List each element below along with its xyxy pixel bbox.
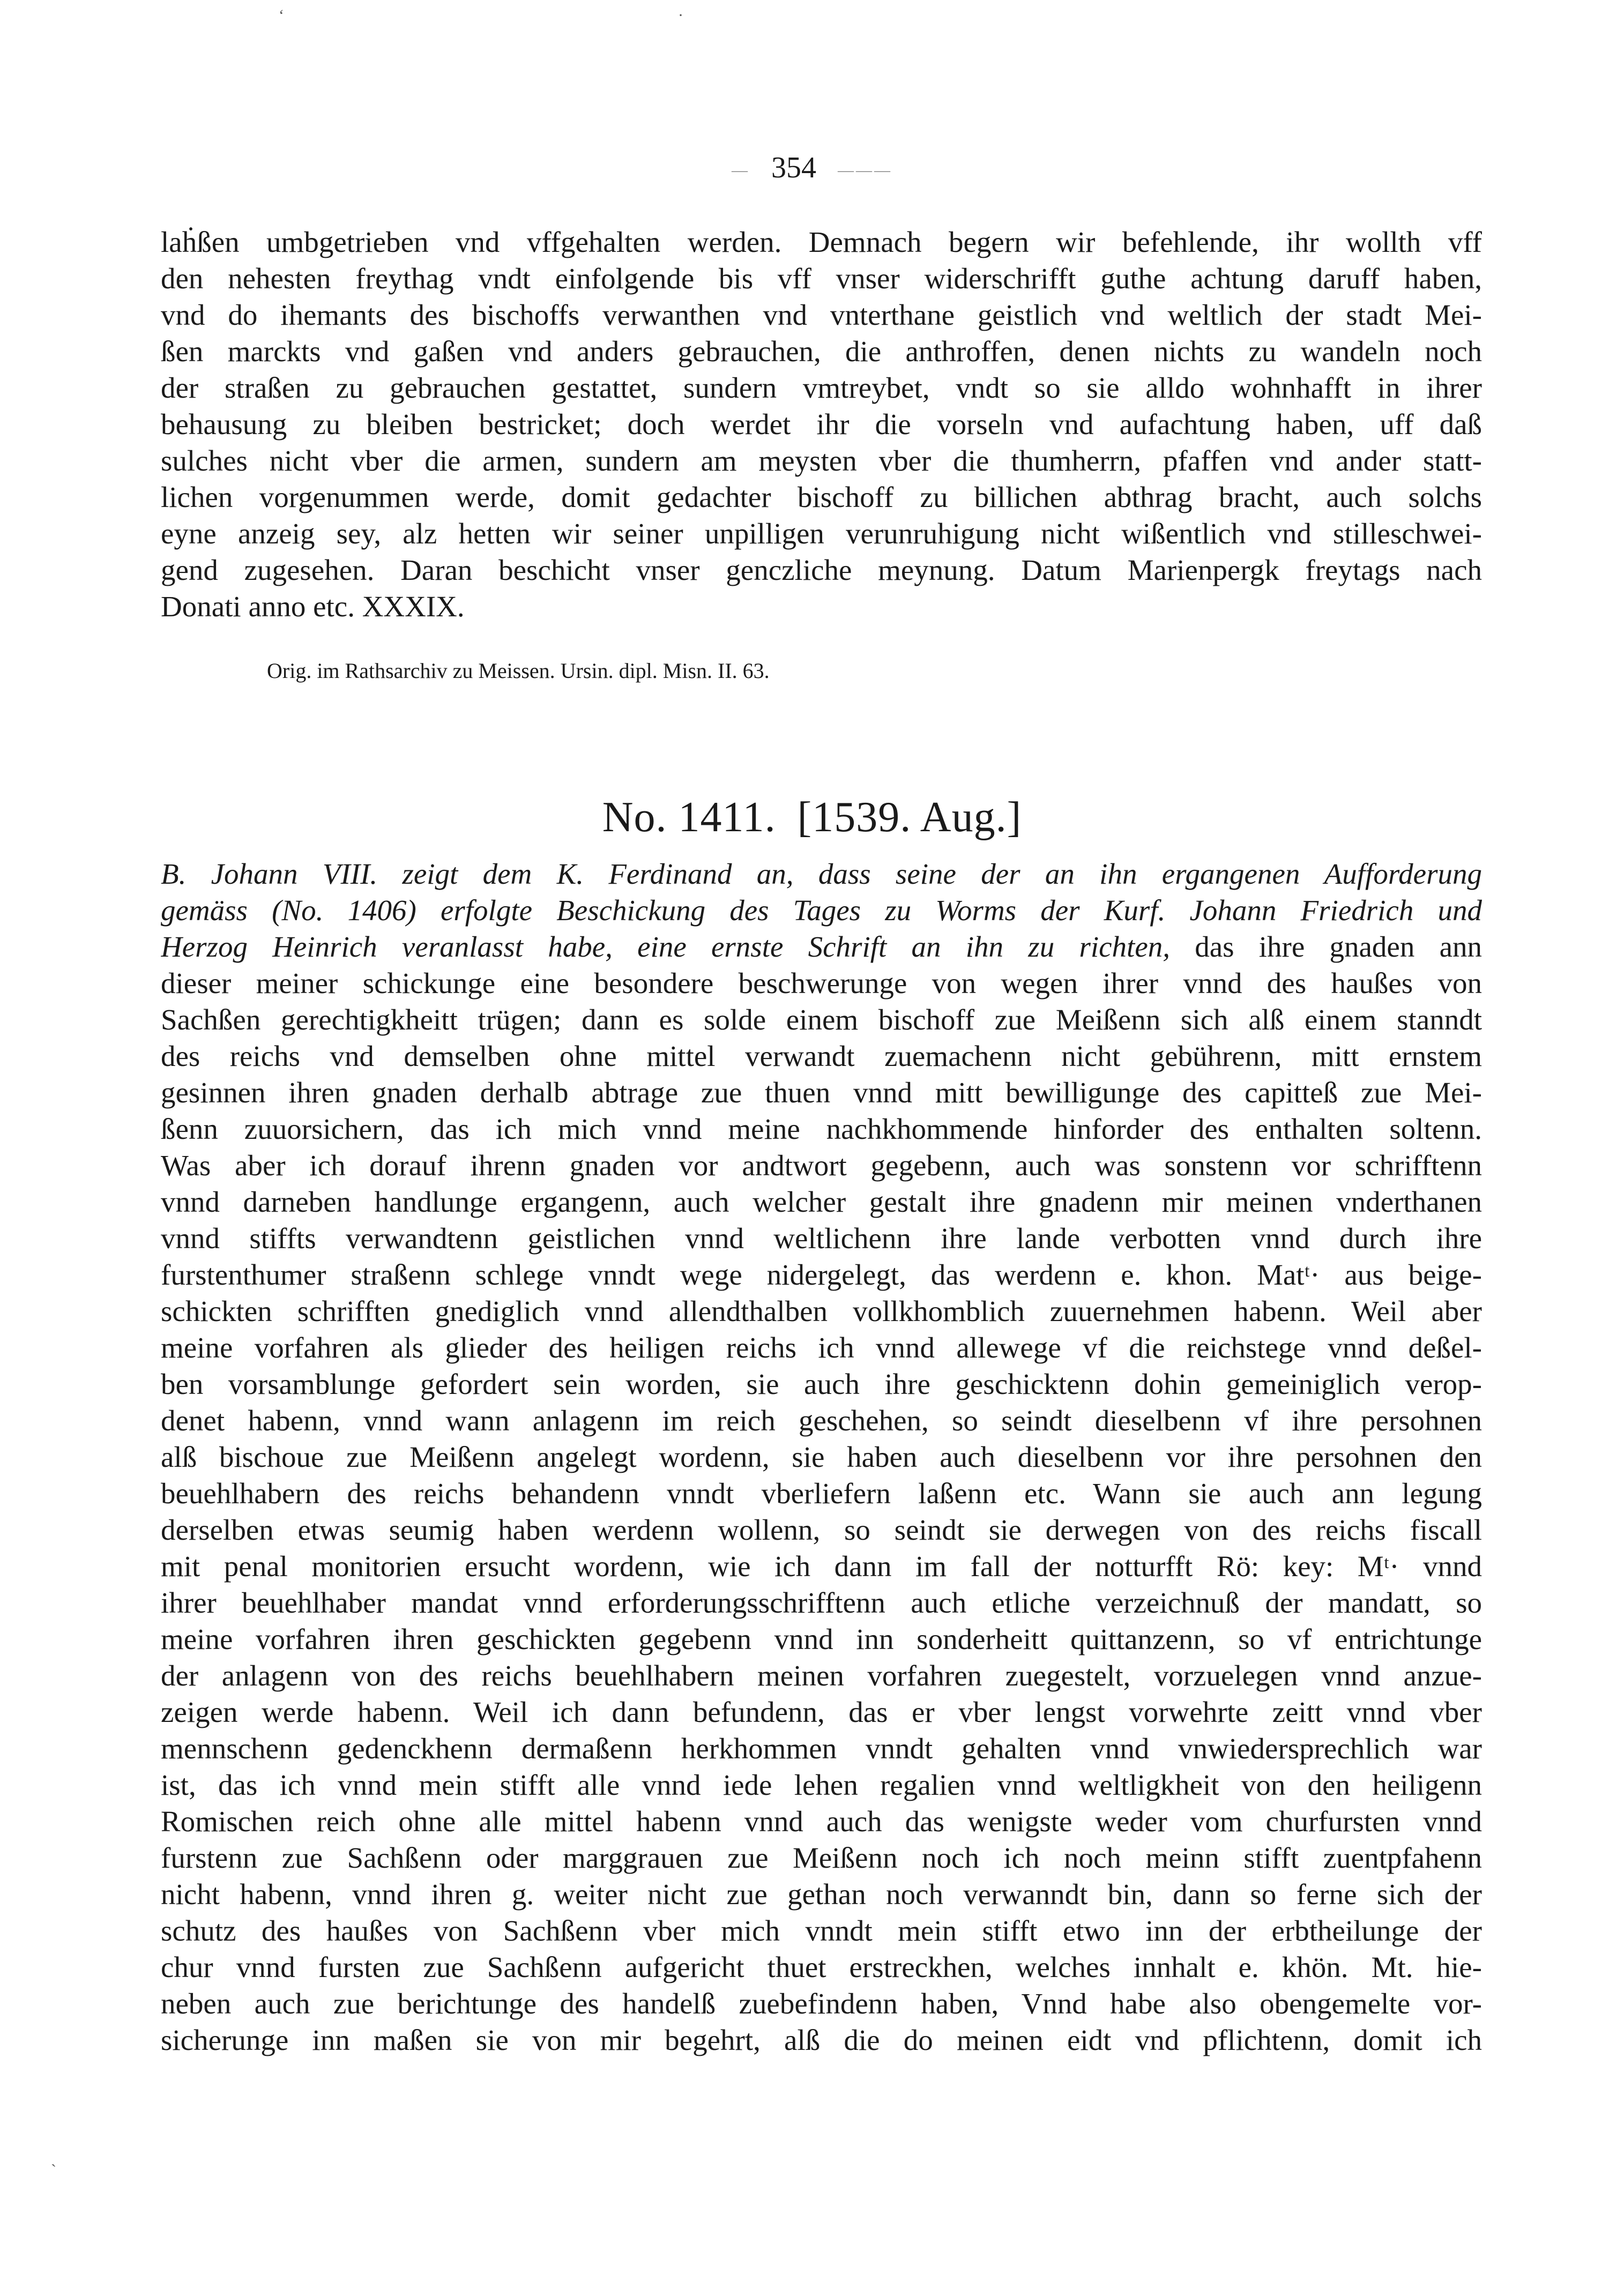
- text-line: alß bischoue zue Meißenn angelegt wordenn, sie haben auch dieselbenn vor ihre persohnen den: [161, 1441, 1482, 1473]
- text-line: Sachßen gerechtigkheitt trügen; dann es solde einem bischoff zue Meißenn sich alß einem stanndt: [161, 1003, 1482, 1036]
- summary-line: gemäss (No. 1406) erfolgte Beschickung des Tages zu Worms der Kurf. Johann Friedrich und: [161, 894, 1482, 927]
- summary-line-mixed: [161, 929, 1482, 965]
- header-dash-right: ———: [838, 161, 892, 180]
- document-heading: [0, 790, 1624, 844]
- text-line: neben auch zue berichtunge des handelß zuebefindenn haben, Vnnd habe also obengemelte vor-: [161, 1987, 1482, 2020]
- text-line: gesinnen ihren gnaden derhalb abtrage zue thuen vnnd mitt bewilligunge des capitteß zue Mei-: [161, 1076, 1482, 1109]
- text-line: des reichs vnd demselben ohne mittel verwandt zuemachenn nicht gebührenn, mitt ernstem: [161, 1040, 1482, 1072]
- text-line: schutz des haußes von Sachßenn vber mich vnndt mein stifft etwo inn der erbtheilunge der: [161, 1914, 1482, 1947]
- text-line: furstenthumer straßenn schlege vnndt wege nidergelegt, das werdenn e. khon. Matᵗ· aus beige-: [161, 1258, 1482, 1291]
- text-line: Donati anno etc. XXXIX.: [161, 590, 465, 623]
- text-line: mennschenn gedenckhenn dermaßenn herkhommen vnndt gehalten vnnd vnwiedersprechlich war: [161, 1732, 1482, 1765]
- text-line: furstenn zue Sachßenn oder marggrauen zue Meißenn noch ich noch meinn stifft zuentpfahenn: [161, 1841, 1482, 1874]
- text-line: vnd do ihemants des bischoffs verwanthen vnd vnterthane geistlich vnd weltlich der stadt Mei-: [161, 299, 1482, 331]
- ink-speck: ‘: [279, 6, 284, 24]
- text-line: zeigen werde habenn. Weil ich dann befundenn, das er vber lengst vorwehrte zeitt vnnd vber: [161, 1696, 1482, 1728]
- text-line: mit penal monitorien ersucht wordenn, wie ich dann im fall der notturfft Rö: key: Mᵗ· vnnd: [161, 1550, 1482, 1583]
- text-line: der straßen zu gebrauchen gestattet, sundern vmtreybet, vndt so sie alldo wohnhafft in ihrer: [161, 371, 1482, 404]
- text-line: ben vorsamblunge gefordert sein worden, sie auch ihre geschicktenn dohin gemeiniglich verор-: [161, 1368, 1482, 1400]
- summary-tail-plain: das ihre gnaden ann: [1169, 930, 1482, 963]
- text-line: der anlagenn von des reichs beuehlhabern meinen vorfahren zuegestelt, vorzuelegen vnnd anzue-: [161, 1659, 1482, 1692]
- text-line: laḣßen umbgetrieben vnd vffgehalten werden. Demnach begern wir befehlende, ihr wollth vff: [161, 226, 1482, 258]
- text-line: meine vorfahren ihren geschickten gegebenn vnnd inn sonderheitt quittanzenn, so vf entrichtunge: [161, 1623, 1482, 1655]
- text-line: vnnd stiffts verwandtenn geistlichen vnnd weltlichenn ihre lande verbotten vnnd durch ihre: [161, 1222, 1482, 1255]
- text-line: lichen vorgenummen werde, domit gedachter bischoff zu billichen abthrag bracht, auch solchs: [161, 481, 1482, 513]
- page-number: 354: [771, 151, 816, 184]
- text-line: beuehlhabern des reichs behandenn vnndt vberliefern laßenn etc. Wann sie auch ann legung: [161, 1477, 1482, 1510]
- text-line: denet habenn, vnnd wann anlagenn im reich geschehen, so seindt dieselbenn vf ihre persohnen: [161, 1404, 1482, 1437]
- document-number: No. 1411.: [602, 794, 776, 841]
- text-line: Was aber ich dorauf ihrenn gnaden vor andtwort gegebenn, auch was sonstenn vor schrifftenn: [161, 1149, 1482, 1182]
- text-line: nicht habenn, vnnd ihren g. weiter nicht zue gethan noch verwanndt bin, dann so ferne sich der: [161, 1878, 1482, 1911]
- text-line: eyne anzeig sey, alz hetten wir seiner unpilligen verunruhigung nicht wißentlich vnd stilleschwei-: [161, 517, 1482, 550]
- text-line: sicherunge inn maßen sie von mir begehrt, alß die do meinen eidt vnd pflichtenn, domit ich: [161, 2024, 1482, 2056]
- document-date: [1539. Aug.]: [797, 794, 1022, 841]
- page-header: [0, 149, 1624, 189]
- document-body: [161, 856, 1482, 2058]
- text-line: ihrer beuehlhaber mandat vnnd erforderungsschrifftenn auch etliche verzeichnuß der mandatt, so: [161, 1586, 1482, 1619]
- header-dash-left: —: [732, 161, 750, 180]
- text-line: ßen marckts vnd gaßen vnd anders gebrauchen, die anthroffen, denen nichts zu wandeln noch: [161, 335, 1482, 368]
- summary-line: B. Johann VIII. zeigt dem K. Ferdinand an, dass seine der an ihn ergangenen Aufforderung: [161, 857, 1482, 890]
- text-line: den nehesten freythag vndt einfolgende bis vff vnser widerschrifft guthe achtung daruff haben,: [161, 262, 1482, 295]
- text-line: vnnd darneben handlunge ergangenn, auch welcher gestalt ihre gnadenn mir meinen vnderthanen: [161, 1185, 1482, 1218]
- source-note: Orig. im Rathsarchiv zu Meissen. Ursin. dipl. Misn. II. 63.: [267, 659, 770, 683]
- text-line: ist, das ich vnnd mein stifft alle vnnd iede lehen regalien vnnd weltligkheit von den heiligenn: [161, 1769, 1482, 1801]
- ink-speck: ·: [678, 6, 683, 24]
- summary-tail-italic: Herzog Heinrich veranlasst habe, eine ernste Schrift an ihn zu richten,: [161, 930, 1170, 963]
- text-line: ßenn zuuorsichern, das ich mich vnnd meine nachkhommende hinforder des enthalten soltenn.: [161, 1113, 1482, 1145]
- text-line: meine vorfahren als glieder des heiligen reichs ich vnnd allewege vf die reichstege vnnd deßel-: [161, 1331, 1482, 1364]
- ink-speck: ˋ: [51, 2161, 56, 2179]
- text-line: gend zugesehen. Daran beschicht vnser genczliche meynung. Datum Marienpergk freytags nach: [161, 554, 1482, 586]
- text-line: Romischen reich ohne alle mittel habenn vnnd auch das wenigste weder vom churfursten vnnd: [161, 1805, 1482, 1838]
- text-line: sulches nicht vber die armen, sundern am meysten vber die thumherrn, pfaffen vnd ander statt-: [161, 444, 1482, 477]
- text-line: schickten schrifften gnediglich vnnd allendthalben vollkhomblich zuuernehmen habenn. Weil aber: [161, 1295, 1482, 1327]
- text-line: behausung zu bleiben bestricket; doch werdet ihr die vorseln vnd aufachtung haben, uff daß: [161, 408, 1482, 441]
- text-line: chur vnnd fursten zue Sachßenn aufgericht thuet erstreckhen, welches innhalt e. khön. Mt. hie-: [161, 1951, 1482, 1983]
- text-line: derselben etwas seumig haben werdenn wollenn, so seindt sie derwegen von des reichs fiscall: [161, 1513, 1482, 1546]
- text-line: dieser meiner schickunge eine besondere beschwerunge von wegen ihrer vnnd des haußes von: [161, 967, 1482, 999]
- continuation-text: [161, 224, 1482, 625]
